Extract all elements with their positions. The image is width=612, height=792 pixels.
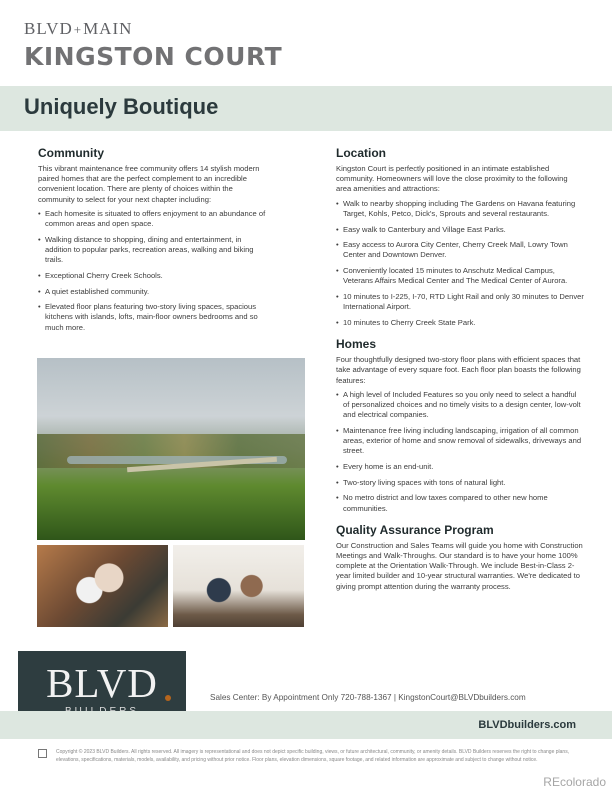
list-item: • Walk to nearby shopping including The Gardens on Havana featuring Target, Kohls, Petco, Dick's, Sprouts and several restaurants.: [336, 199, 584, 219]
community-heading: Community: [38, 146, 104, 160]
list-item: • Easy walk to Canterbury and Village East Parks.: [336, 225, 584, 235]
homes-section: [336, 337, 584, 514]
brand-left: BLVD: [24, 19, 73, 38]
quality-body: Our Construction and Sales Teams will guide you home with Construction Meetings and Walk-Throughs. Our standard is to have your home 100% complete at the Orientation Walk-Through. We include Best-in-Class 2-year limited builder and 10-year structural warranties. We're dedicated to giving prompt attention during the warranty process.: [336, 540, 583, 591]
page-title: Uniquely Boutique: [24, 94, 219, 119]
brand-right: MAIN: [83, 19, 133, 38]
community-intro: This vibrant maintenance free community offers 14 stylish modern paired homes that are the perfect complement to an incredible convenient location. There are plenty of choices within the community to select for your next chapter including:: [38, 164, 260, 204]
list-item: • Easy access to Aurora City Center, Cherry Creek Mall, Lowry Town Center and Downtown Denver.: [336, 240, 584, 260]
park-photo: [37, 358, 305, 540]
homes-list: [336, 390, 584, 514]
list-item: • No metro district and low taxes compared to other new home communities.: [336, 493, 584, 513]
couple-indoor-photo: [173, 545, 304, 627]
footer-band: [0, 711, 612, 739]
homes-heading: Homes: [336, 337, 377, 352]
sales-contact: Sales Center: By Appointment Only 720-788-1367 | KingstonCourt@BLVDbuilders.com: [210, 693, 526, 702]
community-list: [38, 209, 270, 333]
homes-intro: Four thoughtfully designed two-story floor plans with efficient spaces that take advantage of every square foot. Each floor plan boasts the following features:: [336, 355, 581, 385]
logo-wordmark: BLVD: [46, 660, 158, 706]
quality-section: [336, 523, 584, 592]
list-item: • Conveniently located 15 minutes to Anschutz Medical Campus, Veterans Affairs Medical Center and The Medical Center of Aurora.: [336, 266, 584, 286]
community-name: KINGSTON COURT: [24, 42, 283, 71]
quality-heading: Quality Assurance Program: [336, 522, 494, 537]
location-heading: Location: [336, 146, 386, 160]
list-item: • Walking distance to shopping, dining and entertainment, in addition to popular parks, recreation areas, walking and biking trails.: [38, 235, 270, 266]
logo-dot: [165, 695, 171, 701]
brand-plus: +: [73, 22, 83, 37]
copyright-text: Copyright © 2023 BLVD Builders. All rights reserved. All imagery is representational and does not depict specific building, views, or future architectural, community, or amenity details. BLVD Builders reserves the right to change plans, elevations, specifications, materials, models, availability, and pricing without prior notice. Floor plans, elevation dimensions, square footage, and related information are approximate and subject to change without notice.: [56, 749, 570, 763]
left-column: [38, 146, 270, 342]
community-section: [38, 146, 270, 333]
list-item: • Every home is an end-unit.: [336, 462, 584, 472]
title-banner: [0, 86, 612, 131]
list-item: • A high level of Included Features so you only need to select a handful of personalized choices and no timely visits to a design center, low-volt and electrical companies.: [336, 390, 584, 421]
list-item: • Maintenance free living including landscaping, irrigation of all common areas, exterior of home and snow removal of sidewalks, driveways and street.: [336, 426, 584, 457]
list-item: • Each homesite is situated to offers enjoyment to an abundance of common areas and open space.: [38, 209, 270, 229]
list-item: • 10 minutes to Cherry Creek State Park.: [336, 318, 584, 328]
list-item: • 10 minutes to I-225, I-70, RTD Light Rail and only 30 minutes to Denver International Airport.: [336, 292, 584, 312]
location-section: [336, 146, 584, 328]
list-item: • Exceptional Cherry Creek Schools.: [38, 271, 270, 281]
location-intro: Kingston Court is perfectly positioned in an intimate established community. Homeowners will love the close proximity to the following area amenities and attractions:: [336, 164, 568, 194]
location-list: [336, 199, 584, 329]
right-column: [336, 146, 584, 601]
list-item: • A quiet established community.: [38, 287, 270, 297]
brand-wordmark: [24, 20, 282, 39]
header-brand: [24, 20, 282, 72]
list-item: • Elevated floor plans featuring two-story living spaces, spacious kitchens with islands, lofts, main-floor owners bedrooms and so much more.: [38, 302, 270, 333]
equal-housing-icon: [38, 749, 47, 758]
couple-outdoor-photo: [37, 545, 168, 627]
watermark: REcolorado: [543, 775, 606, 789]
list-item: • Two-story living spaces with tons of natural light.: [336, 478, 584, 488]
website-link[interactable]: BLVDbuilders.com: [478, 719, 576, 731]
